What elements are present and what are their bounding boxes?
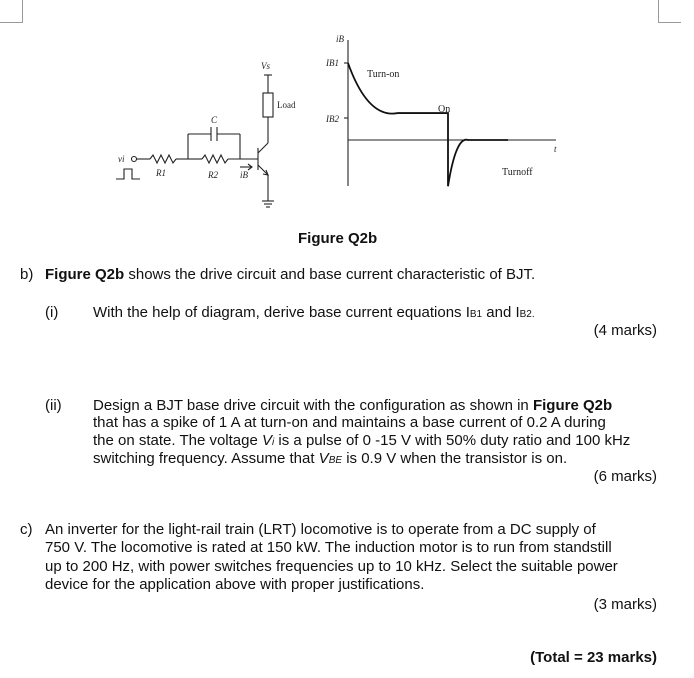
drive-circuit-diagram xyxy=(110,55,300,215)
part-ii-line-4-post: is 0.9 V when the transistor is on. xyxy=(342,450,568,467)
section-c-line-2: 750 V. The locomotive is rated at 150 kW. The induction motor is to run from standstill xyxy=(45,539,612,556)
part-i-text xyxy=(93,304,535,324)
intro-text: shows the drive circuit and base current characteristic of BJT. xyxy=(124,266,536,283)
section-c-line-3: up to 200 Hz, with power switches frequencies up to 10 kHz. Select the suitable power xyxy=(45,558,618,575)
vs-label: Vs xyxy=(261,61,270,71)
part-ii-line-2: that has a spike of 1 A at turn-on and maintains a base current of 0.2 A during xyxy=(93,414,606,431)
r2-label: R2 xyxy=(208,170,218,180)
part-ii-line-4-pre: switching frequency. Assume that xyxy=(93,450,319,467)
page-corner-mark-right xyxy=(658,0,681,23)
part-ii-line-3-pre: the on state. The voltage xyxy=(93,432,263,449)
x-axis-label: t xyxy=(554,144,557,154)
section-b-intro xyxy=(45,266,535,284)
section-c-label: c) xyxy=(20,521,33,538)
y-axis-label: iB xyxy=(336,34,344,44)
ib2-tick-label: IB2 xyxy=(326,114,339,124)
base-current-chart xyxy=(318,30,568,190)
section-b-label: b) xyxy=(20,266,34,283)
section-c-line-1: An inverter for the light-rail train (LRT) locomotive is to operate from a DC supply of xyxy=(45,521,596,538)
load-label: Load xyxy=(277,100,296,110)
ib-label: iB xyxy=(240,170,248,180)
part-i-and: and I xyxy=(482,304,520,321)
vi-subscript: i xyxy=(272,437,275,448)
part-i-marks: (4 marks) xyxy=(593,322,657,339)
part-ii-label: (ii) xyxy=(45,397,62,414)
part-ii-line-1-text: Design a BJT base drive circuit with the configuration as shown in xyxy=(93,397,533,414)
part-i-main: With the help of diagram, derive base current equations I xyxy=(93,304,470,321)
figure-ref: Figure Q2b xyxy=(45,266,125,283)
figure-caption: Figure Q2b xyxy=(298,230,378,247)
ib2-subscript: B2. xyxy=(519,309,535,320)
on-annotation: On xyxy=(438,104,451,115)
part-ii-line-1 xyxy=(93,397,612,415)
part-ii-line-3-post: is a pulse of 0 -15 V with 50% duty ratio and 100 kHz xyxy=(274,432,631,449)
ib-waveform-line xyxy=(348,63,508,186)
part-ii-line-4 xyxy=(93,450,567,470)
turnoff-annotation: Turnoff xyxy=(502,167,533,178)
part-ii-line-3 xyxy=(93,432,630,452)
capacitor-label: C xyxy=(211,115,218,125)
vbe-variable: V xyxy=(318,450,329,467)
ib1-tick-label: IB1 xyxy=(326,58,339,68)
section-c-marks: (3 marks) xyxy=(593,596,657,613)
part-ii-marks: (6 marks) xyxy=(593,468,657,485)
part-ii-figure-ref: Figure Q2b xyxy=(532,397,613,414)
ib1-subscript: B1 xyxy=(469,309,483,320)
vbe-subscript: BE xyxy=(328,455,343,466)
total-marks: (Total = 23 marks) xyxy=(530,649,657,666)
part-i-label: (i) xyxy=(45,304,59,321)
vi-variable: V xyxy=(262,432,273,449)
r1-label: R1 xyxy=(156,168,166,178)
vi-label: vi xyxy=(118,154,125,164)
turn-on-annotation: Turn-on xyxy=(367,69,400,80)
section-c-line-4: device for the application above with proper justifications. xyxy=(45,576,425,593)
page-corner-mark-left xyxy=(0,0,23,23)
